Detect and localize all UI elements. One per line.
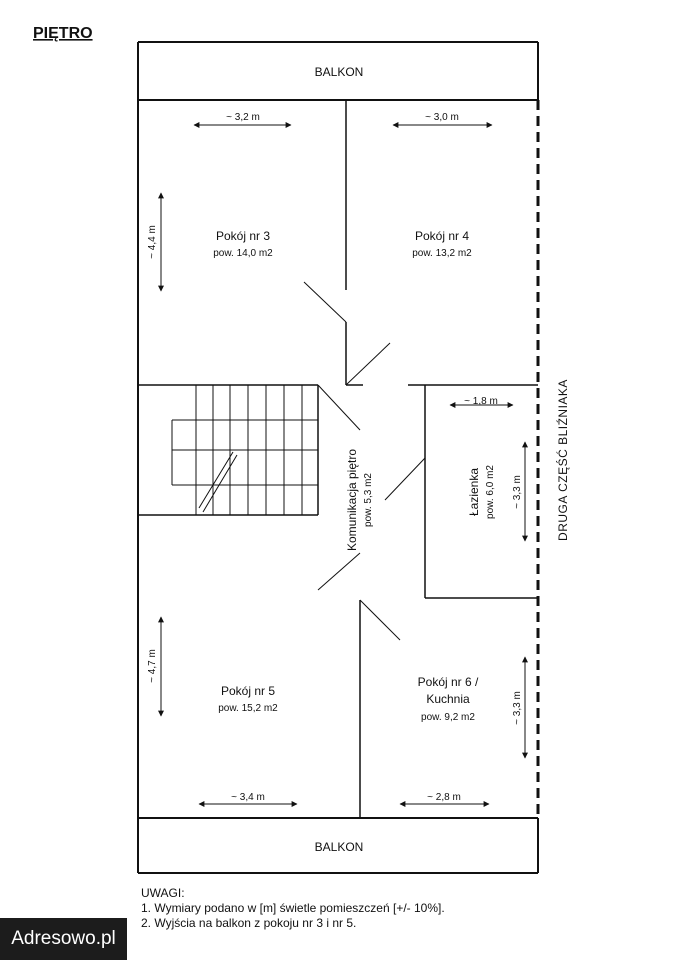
balcony-lines [138,100,538,818]
note-item: 1. Wymiary podano w [m] świetle pomieszczeń [+/- 10%]. [141,901,445,915]
bathroom-area: pow. 6,0 m2 [485,465,496,519]
room-4 [393,112,492,259]
room-3-width-label: ~ 3,2 m [226,112,260,123]
outer-walls [138,42,538,873]
notes-heading: UWAGI: [141,886,185,900]
doors [304,282,425,640]
bathroom-width-label: ~ 1,8 m [464,396,498,407]
plan-title: PIĘTRO [33,25,93,42]
corridor-name: Komunikacja piętro [345,448,359,552]
room-3-name: Pokój nr 3 [215,229,271,243]
room-5-width-label: ~ 3,4 m [231,792,265,803]
corridor [345,449,374,551]
room-4-width-label: ~ 3,0 m [425,112,459,123]
bathroom [450,396,525,541]
bathroom-name: Łazienka [467,467,481,517]
room-6-name-line2: Kuchnia [426,692,470,706]
notes [141,886,445,931]
room-4-area: pow. 13,2 m2 [412,248,472,259]
room-6-area: pow. 9,2 m2 [421,712,475,723]
room-3-height-label: ~ 4,4 m [147,225,158,259]
room-5-area: pow. 15,2 m2 [218,703,278,714]
stairs [172,385,318,515]
balcony-top-label: BALKON [314,65,364,79]
room-3 [147,112,291,291]
room-4-name: Pokój nr 4 [414,229,470,243]
room-6-width-label: ~ 2,8 m [427,792,461,803]
room-5-height-label: ~ 4,7 m [147,649,158,683]
corridor-area: pow. 5,3 m2 [363,473,374,527]
room-3-area: pow. 14,0 m2 [213,248,273,259]
room-5-name: Pokój nr 5 [220,684,276,698]
room-6 [400,657,525,804]
room-5 [147,617,297,804]
watermark-logo: Adresowo.pl [0,918,127,960]
balcony-bottom-label: BALKON [314,840,364,854]
neighbor-side-label: DRUGA CZĘŚĆ BLIŹNIAKA [556,379,570,541]
bathroom-height-label: ~ 3,3 m [512,475,523,509]
note-item: 2. Wyjścia na balkon z pokoju nr 3 i nr 5. [141,916,357,930]
interior-walls [138,100,538,818]
room-6-name-line1: Pokój nr 6 / [417,675,479,689]
room-6-height-label: ~ 3,3 m [512,691,523,725]
